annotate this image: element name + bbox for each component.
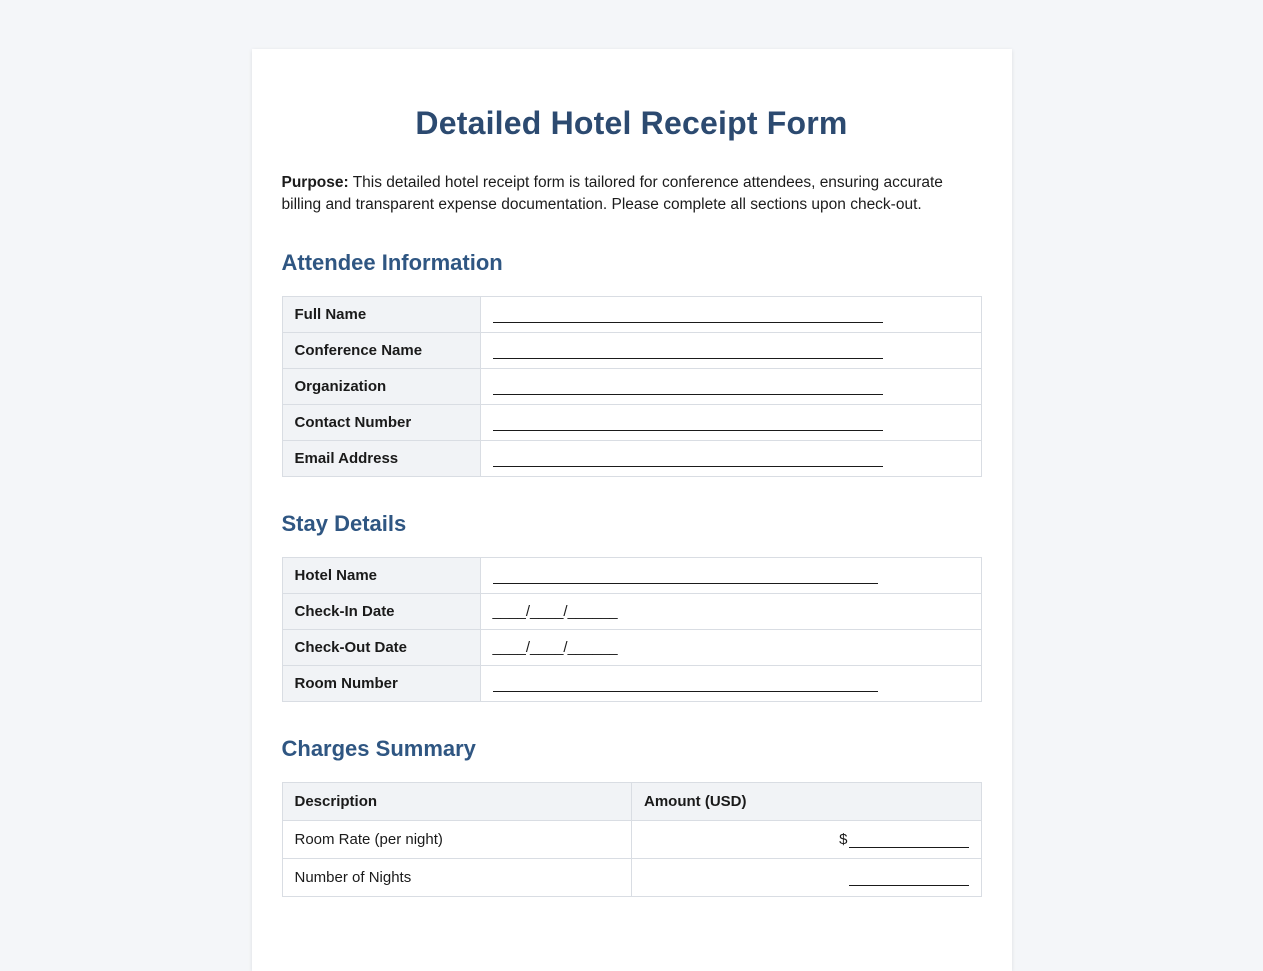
table-row: [282, 821, 981, 859]
field-label: Organization: [282, 369, 480, 405]
conference-name-field[interactable]: [480, 333, 981, 369]
field-label: Check-In Date: [282, 594, 480, 630]
table-row: [282, 666, 981, 702]
table-row: [282, 369, 981, 405]
charge-description: Number of Nights: [282, 859, 632, 897]
write-in-line: [493, 309, 883, 323]
check-out-date-field[interactable]: ____/____/______: [480, 630, 981, 666]
table-row: [282, 333, 981, 369]
charges-summary-table: [282, 782, 982, 897]
write-in-line: [849, 834, 969, 848]
write-in-line: [493, 345, 883, 359]
field-label: Full Name: [282, 297, 480, 333]
column-header-amount: Amount (USD): [632, 783, 982, 821]
stay-details-section: [282, 511, 982, 702]
page-title: Detailed Hotel Receipt Form: [415, 105, 848, 141]
room-number-field[interactable]: [480, 666, 981, 702]
field-label: Email Address: [282, 441, 480, 477]
check-in-date-field[interactable]: ____/____/______: [480, 594, 981, 630]
attendee-information-section: [282, 250, 982, 477]
table-row: [282, 630, 981, 666]
number-of-nights-field[interactable]: [632, 859, 982, 897]
purpose-paragraph: [282, 172, 982, 216]
table-row: [282, 405, 981, 441]
charges-summary-heading: Charges Summary: [281, 736, 476, 761]
write-in-line: [493, 417, 883, 431]
table-row: [282, 558, 981, 594]
contact-number-field[interactable]: [480, 405, 981, 441]
currency-symbol: $: [839, 831, 848, 848]
hotel-name-field[interactable]: [480, 558, 981, 594]
full-name-field[interactable]: [480, 297, 981, 333]
attendee-information-heading: Attendee Information: [281, 250, 503, 275]
room-rate-amount-field[interactable]: [632, 821, 982, 859]
charges-summary-section: [282, 736, 982, 897]
purpose-label: Purpose:: [281, 174, 349, 191]
stay-details-heading: Stay Details: [281, 511, 407, 536]
document-page: [252, 49, 1012, 971]
table-row: [282, 441, 981, 477]
table-row: [282, 594, 981, 630]
field-label: Conference Name: [282, 333, 480, 369]
column-header-description: Description: [282, 783, 632, 821]
organization-field[interactable]: [480, 369, 981, 405]
field-label: Check-Out Date: [282, 630, 480, 666]
table-row: [282, 297, 981, 333]
stay-details-table: [282, 557, 982, 702]
write-in-line: [493, 381, 883, 395]
write-in-line: [493, 570, 878, 584]
write-in-line: [849, 872, 969, 886]
attendee-information-table: [282, 296, 982, 477]
field-label: Room Number: [282, 666, 480, 702]
purpose-text: This detailed hotel receipt form is tailored for conference attendees, ensuring accurate billing and transparent expense documentation. Please complete all sections upon check-out.: [281, 174, 943, 213]
email-address-field[interactable]: [480, 441, 981, 477]
table-row: [282, 859, 981, 897]
charge-description: Room Rate (per night): [282, 821, 632, 859]
field-label: Hotel Name: [282, 558, 480, 594]
write-in-line: [493, 453, 883, 467]
table-header-row: [282, 783, 981, 821]
field-label: Contact Number: [282, 405, 480, 441]
write-in-line: [493, 678, 878, 692]
